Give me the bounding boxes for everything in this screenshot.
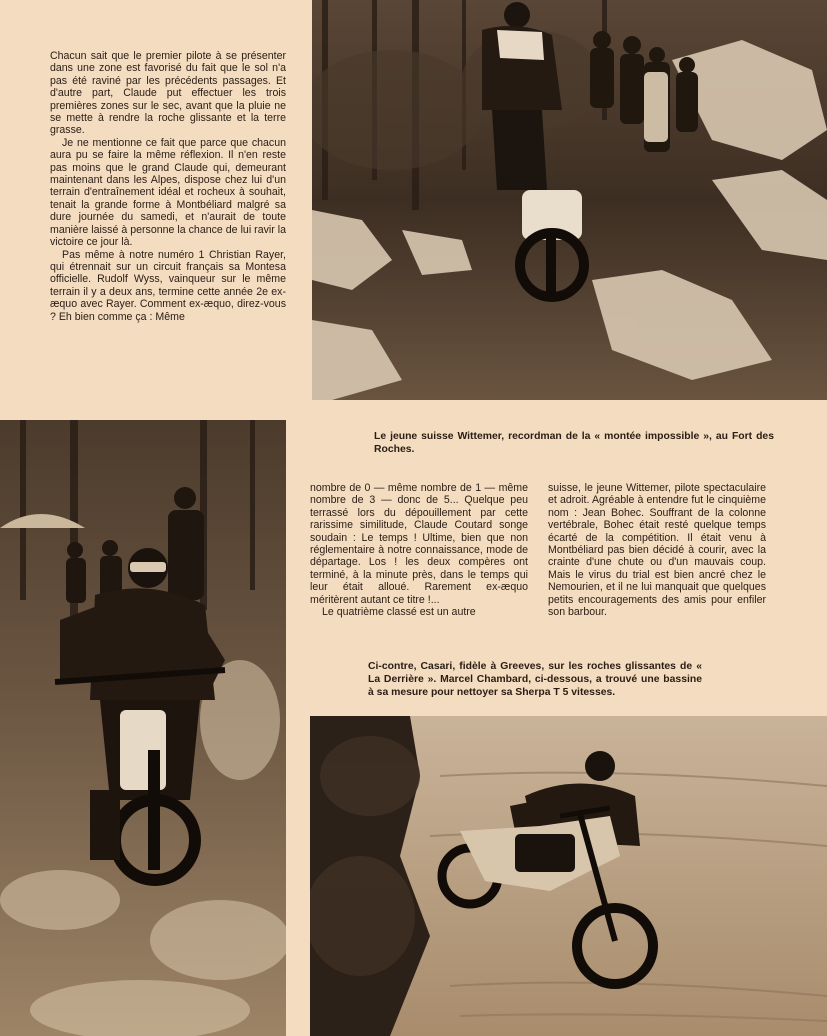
photo-rocky-climb [312,0,827,400]
photo-water-crossing [310,716,827,1036]
intro-paragraph: Pas même à notre numéro 1 Christian Rayer, qui étrennait sur un circuit français sa Montesa officielle. Rudolf Wyss, vainqueur sur le même terrain il y a deux ans, termine cette année 2e ex-æquo avec Rayer. Comment ex-æquo, direz-vous ? Eh bien comme ça : Même [50,248,286,323]
caption-bottom: Ci-contre, Casari, fidèle à Greeves, sur les roches glissantes de « La Derrière ». Marcel Chambard, ci-dessous, a trouvé une bassine à sa mesure pour nettoyer sa Sherpa T 5 vitesses. [368,661,702,698]
article-column-2 [548,482,766,618]
article-paragraph: nombre de 0 — même nombre de 1 — même nombre de 3 — donc de 5... Quelque peu terrassé lors du dépouillement par cette rarissime similitude, Claude Coutard songe soudain : Le temps ! Ultime, bien que non réglementaire à notre connaissance, mode de départage. Los ! les deux compères ont terminé, à la minute près, dans le temps qui leur était alloué. Rarement ex-æquo méritèrent autant ce titre !... [310,482,528,606]
intro-paragraph: Chacun sait que le premier pilote à se présenter dans une zone est favorisé du fait que le sol n'a pas été raviné par les précédents passages. Et d'autre part, Claude put effectuer les trois premières zones sur le sec, avant que la pluie ne se mette à rendre la roche glissante et la terre grasse. [50,50,286,137]
caption-top: Le jeune suisse Wittemer, recordman de la « montée impossible », au Fort des Roches. [374,431,774,455]
article-paragraph: suisse, le jeune Wittemer, pilote spectaculaire et adroit. Agréable à entendre fut le cinquième nom : Jean Bohec. Souffrant de la colonne vertébrale, Bohec était resté quelque temps écarté de la compétition. Il était venu à Montbéliard pas bien décidé à courir, avec la crainte d'une chute ou d'un mauvais coup. Mais le virus du trial est bien ancré chez le Nemourien, et il ne lui manquait que quelques petits encouragements des amis pour enfiler son barbour. [548,482,766,619]
intro-paragraph: Je ne mentionne ce fait que parce que chacun aura pu se faire la même réflexion. Il n'en reste pas moins que le grand Claude qui, demeurant maintenant dans les Alpes, dispose chez lui d'un terrain d'entraînement idéal et rocheux à souhait, tenait la grande forme à Montbéliard malgré sa dure journée du samedi, et n'aurait de toute manière laissé à personne la chance de lui ravir la victoire ce jour là. [50,136,286,249]
article-paragraph: Le quatrième classé est un autre [322,606,476,619]
intro-column [50,50,286,323]
article-column-1 [310,482,528,618]
photo-forest-rider [0,420,286,1036]
